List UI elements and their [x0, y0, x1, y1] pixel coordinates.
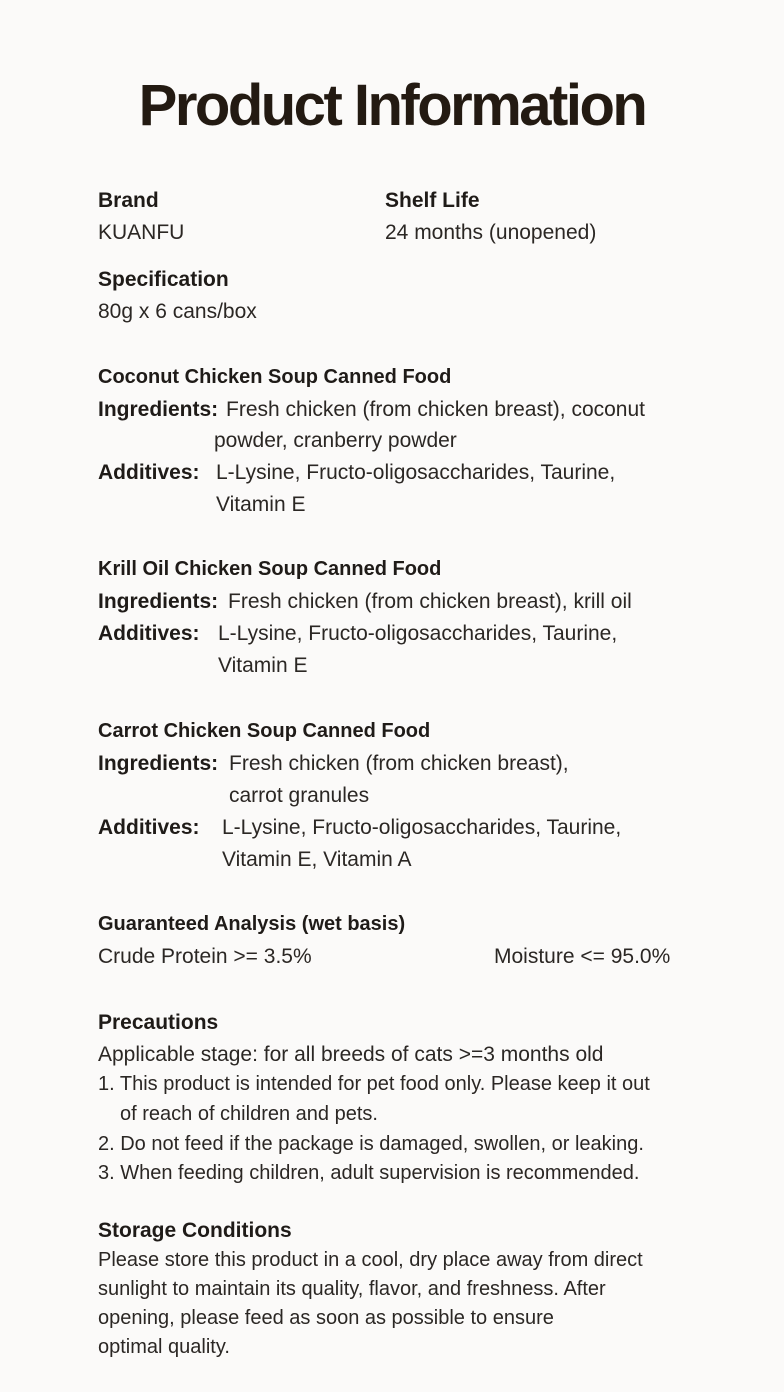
ingredients-line: Fresh chicken (from chicken breast), coconut [226, 398, 645, 421]
brand-value: KUANFU [98, 221, 185, 244]
storage-line: Please store this product in a cool, dry place away from direct [98, 1249, 643, 1271]
shelf-life-value: 24 months (unopened) [385, 221, 597, 244]
additives-line: L-Lysine, Fructo-oligosaccharides, Taurine, [222, 816, 622, 839]
product-name: Krill Oil Chicken Soup Canned Food [98, 558, 442, 580]
precaution-line: Applicable stage: for all breeds of cats >=3 months old [98, 1043, 604, 1066]
ingredients-line: Fresh chicken (from chicken breast), [229, 752, 569, 775]
product-name: Coconut Chicken Soup Canned Food [98, 366, 452, 388]
crude-protein-value: Crude Protein >= 3.5% [98, 945, 312, 968]
additives-line: L-Lysine, Fructo-oligosaccharides, Taurine, [216, 461, 616, 484]
ingredients-label: Ingredients: [98, 590, 219, 613]
brand-label: Brand [98, 189, 159, 212]
precaution-line: 1. This product is intended for pet food only. Please keep it out [98, 1073, 650, 1095]
specification-label: Specification [98, 268, 229, 291]
ingredients-line: Fresh chicken (from chicken breast), krill oil [228, 590, 632, 613]
storage-line: optimal quality. [98, 1336, 230, 1358]
ingredients-line: powder, cranberry powder [214, 429, 457, 452]
product-name: Carrot Chicken Soup Canned Food [98, 720, 431, 742]
precaution-line: 3. When feeding children, adult supervision is recommended. [98, 1162, 640, 1184]
additives-label: Additives: [98, 816, 200, 839]
specification-value: 80g x 6 cans/box [98, 300, 257, 323]
precaution-line: 2. Do not feed if the package is damaged, swollen, or leaking. [98, 1133, 644, 1155]
ingredients-label: Ingredients: [98, 752, 219, 775]
additives-line: Vitamin E [218, 654, 308, 677]
storage-label: Storage Conditions [98, 1219, 292, 1242]
storage-line: opening, please feed as soon as possible to ensure [98, 1307, 554, 1329]
shelf-life-label: Shelf Life [385, 189, 480, 212]
additives-line: L-Lysine, Fructo-oligosaccharides, Taurine, [218, 622, 618, 645]
moisture-value: Moisture <= 95.0% [494, 945, 671, 968]
additives-label: Additives: [98, 622, 200, 645]
page-title: Product Information [138, 73, 646, 138]
ingredients-line: carrot granules [229, 784, 370, 807]
precaution-line: of reach of children and pets. [120, 1103, 378, 1125]
additives-line: Vitamin E [216, 493, 306, 516]
additives-line: Vitamin E, Vitamin A [222, 848, 412, 871]
additives-label: Additives: [98, 461, 200, 484]
analysis-label: Guaranteed Analysis (wet basis) [98, 913, 406, 935]
ingredients-label: Ingredients: [98, 398, 219, 421]
precautions-label: Precautions [98, 1011, 219, 1034]
storage-line: sunlight to maintain its quality, flavor, and freshness. After [98, 1278, 606, 1300]
